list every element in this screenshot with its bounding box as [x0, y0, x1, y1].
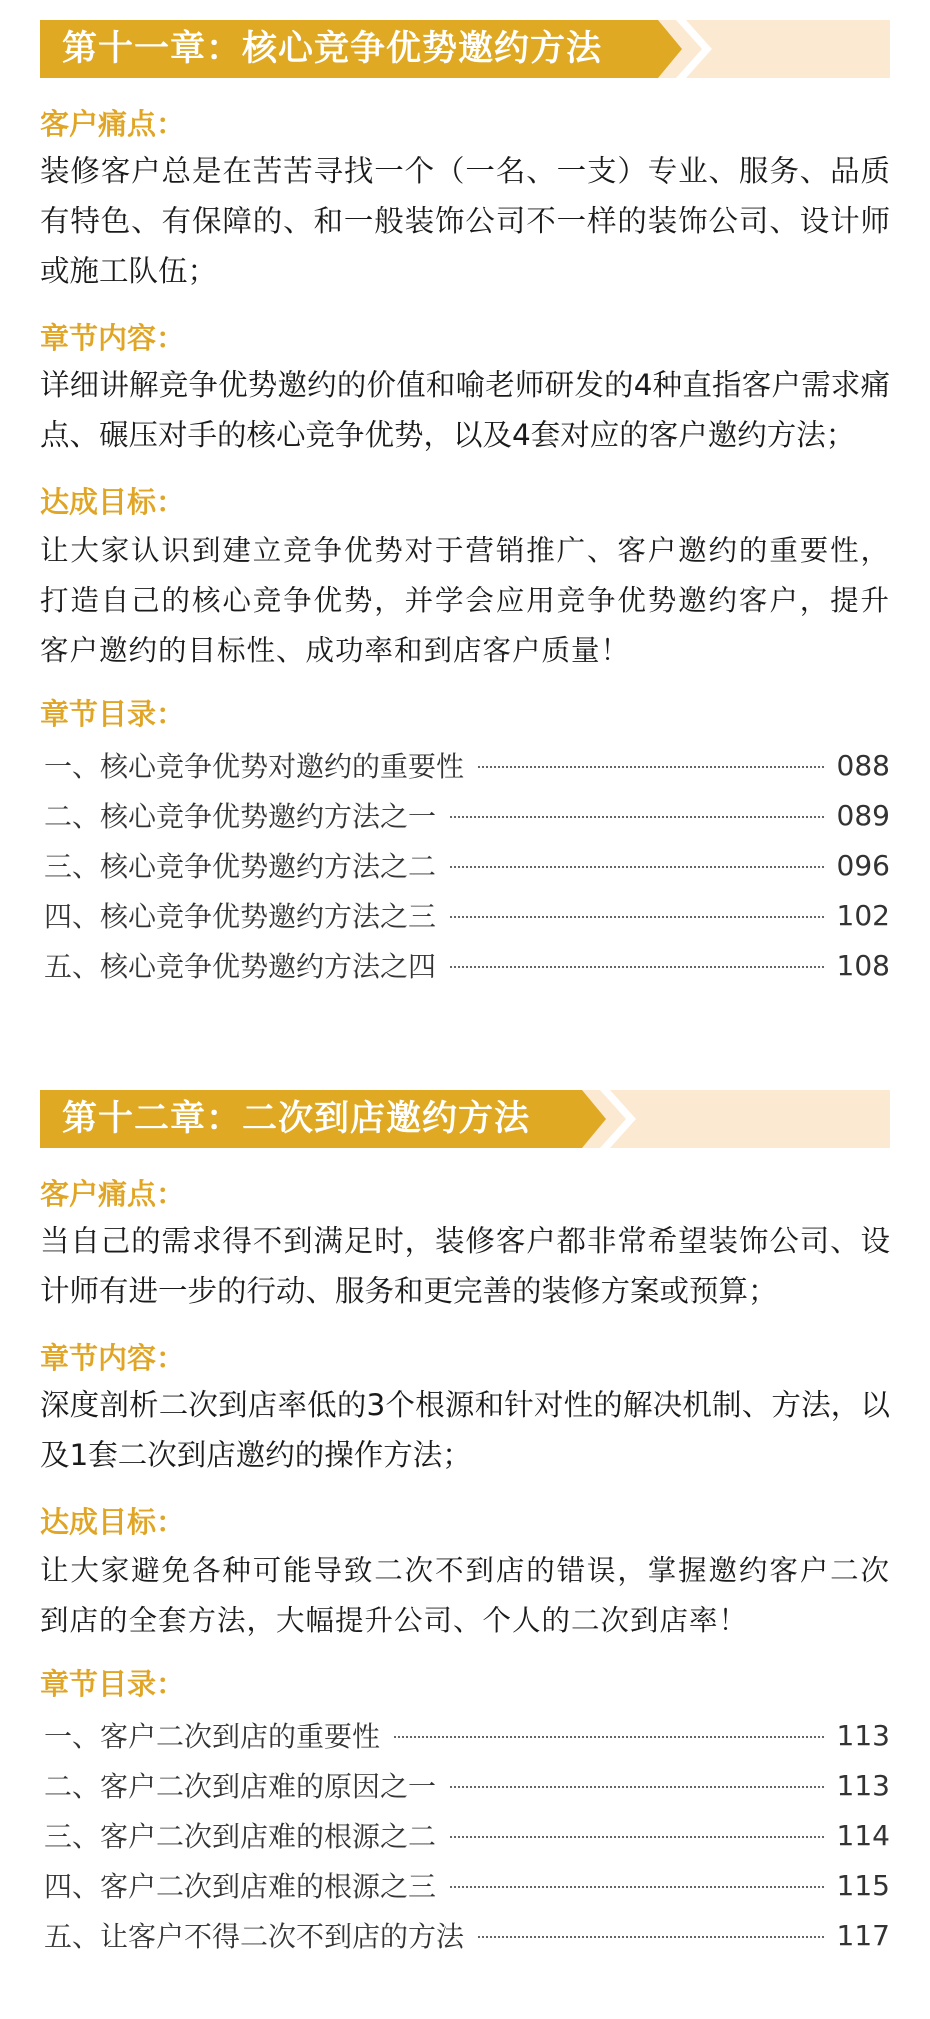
toc-leader-dots [450, 966, 824, 968]
toc-page-number: 115 [836, 1868, 890, 1902]
goal-text: 让大家认识到建立竞争优势对于营销推广、客户邀约的重要性，打造自己的核心竞争优势，并学会应用竞争优势邀约客户，提升客户邀约的目标性、成功率和到店客户质量！ [40, 534, 890, 667]
content-label: 章节内容： [40, 321, 186, 355]
toc-entry-label: 二、客户二次到店难的原因之一 [44, 1770, 437, 1803]
chapter-12 [40, 1090, 890, 1960]
toc-page-number: 096 [836, 848, 890, 882]
toc-entry[interactable] [40, 1760, 890, 1810]
toc-entry[interactable] [40, 740, 890, 790]
toc-leader-dots [478, 766, 824, 768]
goal-label: 达成目标： [40, 1505, 186, 1539]
toc-entry-label: 一、核心竞争优势对邀约的重要性 [44, 750, 465, 783]
toc-entry[interactable] [40, 890, 890, 940]
pain-label: 客户痛点： [40, 1177, 186, 1211]
toc-entry-label: 三、核心竞争优势邀约方法之二 [44, 850, 437, 883]
chapter-title: 第十一章：核心竞争优势邀约方法 [62, 29, 603, 69]
toc-entry[interactable] [40, 840, 890, 890]
toc-leader-dots [450, 1836, 824, 1838]
toc-entry-label: 一、客户二次到店的重要性 [44, 1720, 381, 1753]
pain-label: 客户痛点： [40, 107, 186, 141]
toc-leader-dots [450, 916, 824, 918]
chapter-11 [40, 20, 890, 990]
toc-page-number: 117 [836, 1918, 890, 1952]
toc-page-number: 102 [836, 898, 890, 932]
toc-entry[interactable] [40, 1810, 890, 1860]
toc-entry-label: 四、客户二次到店难的根源之三 [44, 1870, 437, 1903]
toc-page-number: 113 [836, 1718, 890, 1752]
toc-entry-label: 五、让客户不得二次不到店的方法 [44, 1920, 465, 1953]
toc-leader-dots [450, 1886, 824, 1888]
toc-leader-dots [450, 1786, 824, 1788]
toc-label: 章节目录： [40, 1667, 186, 1701]
toc-entry[interactable] [40, 1860, 890, 1910]
toc-page-number: 113 [836, 1768, 890, 1802]
toc-page-number: 108 [836, 948, 890, 982]
content-label: 章节内容： [40, 1341, 186, 1375]
toc-entry-label: 二、核心竞争优势邀约方法之一 [44, 800, 437, 833]
toc-entry[interactable] [40, 1910, 890, 1960]
toc-entry-label: 四、核心竞争优势邀约方法之三 [44, 900, 437, 933]
toc-leader-dots [450, 866, 824, 868]
toc-entry[interactable] [40, 790, 890, 840]
toc-page-number: 088 [836, 748, 890, 782]
toc-leader-dots [394, 1736, 824, 1738]
table-of-contents [40, 1710, 890, 1960]
content-text: 详细讲解竞争优势邀约的价值和喻老师研发的4种直指客户需求痛点、碾压对手的核心竞争优势，以及4套对应的客户邀约方法； [40, 368, 890, 452]
toc-entry-label: 三、客户二次到店难的根源之二 [44, 1820, 437, 1853]
chapter-header [40, 20, 890, 78]
toc-entry[interactable] [40, 1710, 890, 1760]
chapter-header [40, 1090, 890, 1148]
toc-entry[interactable] [40, 940, 890, 990]
table-of-contents [40, 740, 890, 990]
pain-text: 装修客户总是在苦苦寻找一个（一名、一支）专业、服务、品质有特色、有保障的、和一般装饰公司不一样的装饰公司、设计师或施工队伍； [40, 154, 890, 288]
toc-label: 章节目录： [40, 697, 186, 731]
toc-page-number: 089 [836, 798, 890, 832]
toc-leader-dots [478, 1936, 824, 1938]
chapter-title: 第十二章：二次到店邀约方法 [62, 1099, 531, 1139]
pain-text: 当自己的需求得不到满足时，装修客户都非常希望装饰公司、设计师有进一步的行动、服务和更完善的装修方案或预算； [40, 1224, 890, 1308]
goal-label: 达成目标： [40, 485, 186, 519]
goal-text: 让大家避免各种可能导致二次不到店的错误，掌握邀约客户二次到店的全套方法，大幅提升公司、个人的二次到店率！ [40, 1554, 890, 1637]
content-text: 深度剖析二次到店率低的3个根源和针对性的解决机制、方法，以及1套二次到店邀约的操作方法； [40, 1388, 890, 1472]
toc-leader-dots [450, 816, 824, 818]
toc-page-number: 114 [836, 1818, 890, 1852]
toc-entry-label: 五、核心竞争优势邀约方法之四 [44, 950, 437, 983]
